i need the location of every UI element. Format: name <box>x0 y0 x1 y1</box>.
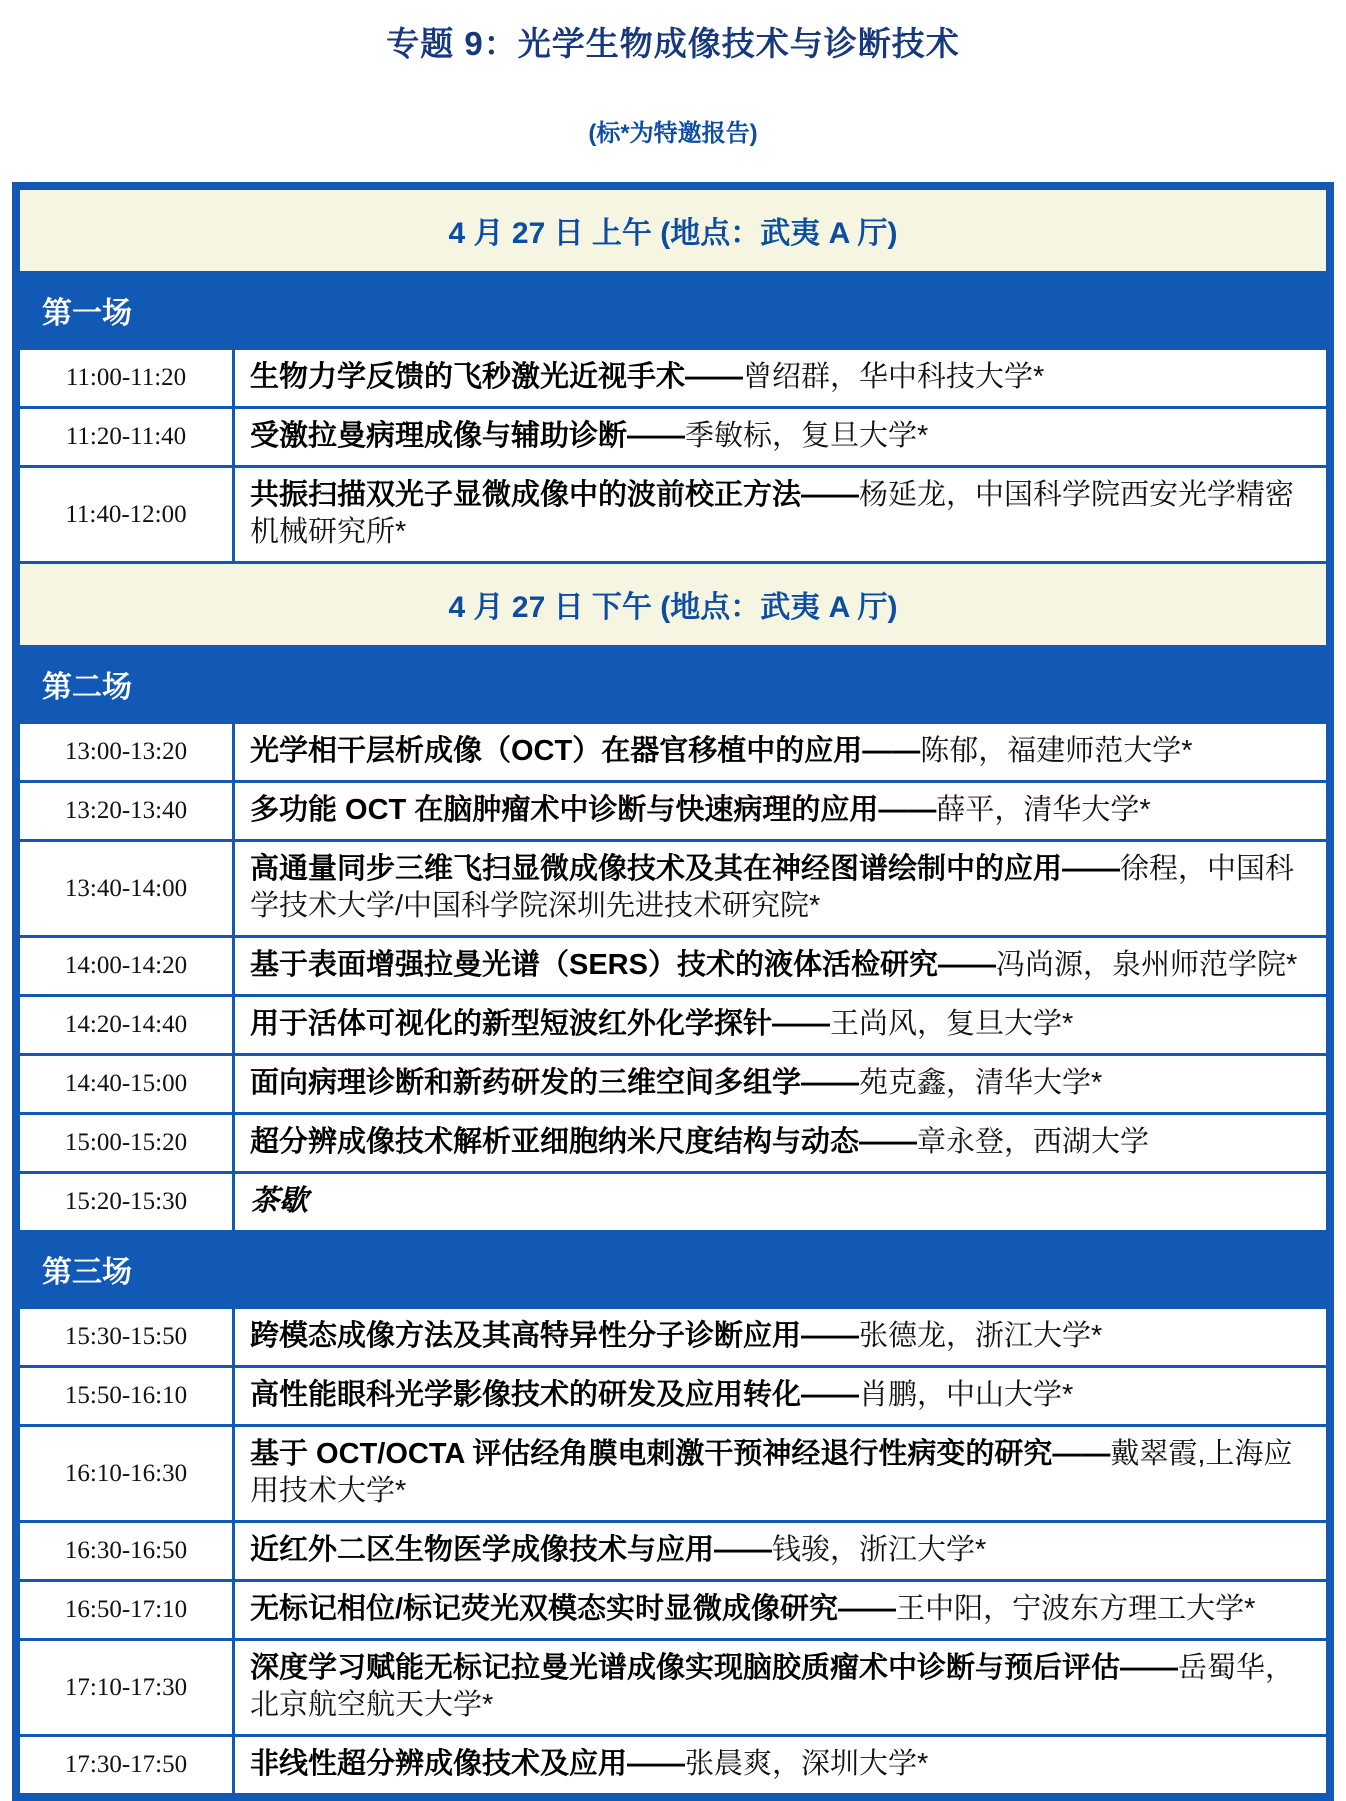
talk-title: 高性能眼科光学影像技术的研发及应用转化—— <box>250 1379 860 1411</box>
talk-row <box>20 994 1326 1053</box>
talk-title: 超分辨成像技术解析亚细胞纳米尺度结构与动态—— <box>250 1126 918 1158</box>
talk-speaker: 张德龙，浙江大学* <box>859 1320 1103 1352</box>
talk-time: 14:00-14:20 <box>20 938 235 994</box>
talk-title: 深度学习赋能无标记拉曼光谱成像实现脑胶质瘤术中诊断与预后评估—— <box>250 1652 1179 1684</box>
talk-speaker: 肖鹏，中山大学* <box>859 1379 1074 1411</box>
talk-title: 茶歇 <box>250 1185 309 1217</box>
talk-content <box>235 1368 1326 1424</box>
talk-row <box>20 1520 1326 1579</box>
talk-content <box>235 1582 1326 1638</box>
talk-row <box>20 780 1326 839</box>
talk-row <box>20 1365 1326 1424</box>
talk-title: 面向病理诊断和新药研发的三维空间多组学—— <box>250 1067 860 1099</box>
talk-content <box>235 350 1326 406</box>
talk-row <box>20 1112 1326 1171</box>
talk-time: 14:20-14:40 <box>20 997 235 1053</box>
talk-content <box>235 1523 1326 1579</box>
talk-title: 生物力学反馈的飞秒激光近视手术—— <box>250 361 744 393</box>
talk-speaker: 戴翠霞,上海应用技术大学* <box>250 1438 1293 1507</box>
page-subtitle: (标*为特邀报告) <box>588 120 758 147</box>
talk-content <box>235 1115 1326 1171</box>
talk-title: 用于活体可视化的新型短波红外化学探针—— <box>250 1008 831 1040</box>
talk-title: 高通量同步三维飞扫显微成像技术及其在神经图谱绘制中的应用—— <box>250 853 1121 885</box>
break-row <box>20 1171 1326 1230</box>
talk-content <box>235 1427 1326 1520</box>
talk-speaker: 杨延龙，中国科学院西安光学精密机械研究所* <box>250 479 1295 548</box>
talk-speaker: 章永登，西湖大学 <box>917 1126 1150 1158</box>
talk-content <box>235 724 1326 780</box>
talk-speaker: 王尚风，复旦大学* <box>830 1008 1074 1040</box>
talk-speaker: 徐程，中国科学技术大学/中国科学院深圳先进技术研究院* <box>250 853 1295 922</box>
talk-title: 基于 OCT/OCTA 评估经角膜电刺激干预神经退行性病变的研究—— <box>250 1438 1111 1470</box>
session-band: 第二场 <box>20 645 1326 721</box>
talk-content <box>235 468 1326 561</box>
talk-title: 共振扫描双光子显微成像中的波前校正方法—— <box>250 479 860 511</box>
talk-content <box>235 1309 1326 1365</box>
talk-content <box>235 938 1326 994</box>
talk-time: 15:50-16:10 <box>20 1368 235 1424</box>
talk-row <box>20 1638 1326 1734</box>
talk-row <box>20 1734 1326 1793</box>
talk-time: 14:40-15:00 <box>20 1056 235 1112</box>
talk-row <box>20 1579 1326 1638</box>
talk-speaker: 钱骏，浙江大学* <box>772 1534 987 1566</box>
talk-content <box>235 409 1326 465</box>
talk-content <box>235 1737 1326 1793</box>
program-table <box>12 182 1334 1801</box>
talk-content <box>235 1056 1326 1112</box>
talk-time: 11:00-11:20 <box>20 350 235 406</box>
talk-row <box>20 406 1326 465</box>
talk-row <box>20 347 1326 406</box>
talk-row <box>20 465 1326 561</box>
talk-time: 15:20-15:30 <box>20 1174 235 1230</box>
talk-time: 15:30-15:50 <box>20 1309 235 1365</box>
talk-title: 基于表面增强拉曼光谱（SERS）技术的液体活检研究—— <box>250 949 996 981</box>
date-band: 4 月 27 日 上午 (地点：武夷 A 厅) <box>20 190 1326 271</box>
talk-row <box>20 839 1326 935</box>
talk-speaker: 薛平，清华大学* <box>936 794 1151 826</box>
talk-time: 13:00-13:20 <box>20 724 235 780</box>
talk-time: 15:00-15:20 <box>20 1115 235 1171</box>
talk-time: 13:40-14:00 <box>20 842 235 935</box>
session-band: 第三场 <box>20 1230 1326 1306</box>
talk-row <box>20 1053 1326 1112</box>
talk-title: 受激拉曼病理成像与辅助诊断—— <box>250 420 686 452</box>
session-band: 第一场 <box>20 271 1326 347</box>
talk-content <box>235 783 1326 839</box>
talk-title: 近红外二区生物医学成像技术与应用—— <box>250 1534 773 1566</box>
date-band: 4 月 27 日 下午 (地点：武夷 A 厅) <box>20 561 1326 645</box>
talk-row <box>20 1424 1326 1520</box>
talk-time: 17:30-17:50 <box>20 1737 235 1793</box>
talk-speaker: 张晨爽，深圳大学* <box>685 1748 929 1780</box>
talk-title: 非线性超分辨成像技术及应用—— <box>250 1748 686 1780</box>
talk-speaker: 王中阳，宁波东方理工大学* <box>896 1593 1256 1625</box>
talk-row <box>20 1306 1326 1365</box>
talk-time: 13:20-13:40 <box>20 783 235 839</box>
talk-content <box>235 1641 1326 1734</box>
talk-speaker: 岳蜀华，北京航空航天大学* <box>250 1652 1295 1721</box>
talk-speaker: 苑克鑫，清华大学* <box>859 1067 1103 1099</box>
talk-time: 16:10-16:30 <box>20 1427 235 1520</box>
talk-content <box>235 997 1326 1053</box>
talk-speaker: 曾绍群，华中科技大学* <box>743 361 1045 393</box>
talk-speaker: 陈郁，福建师范大学* <box>920 735 1193 767</box>
talk-title: 光学相干层析成像（OCT）在器官移植中的应用—— <box>250 735 921 767</box>
talk-row <box>20 935 1326 994</box>
talk-title: 无标记相位/标记荧光双模态实时显微成像研究—— <box>250 1593 897 1625</box>
talk-time: 17:10-17:30 <box>20 1641 235 1734</box>
talk-speaker: 季敏标，复旦大学* <box>685 420 929 452</box>
talk-time: 11:20-11:40 <box>20 409 235 465</box>
talk-title: 多功能 OCT 在脑肿瘤术中诊断与快速病理的应用—— <box>250 794 937 826</box>
talk-speaker: 冯尚源，泉州师范学院* <box>995 949 1298 981</box>
talk-time: 16:30-16:50 <box>20 1523 235 1579</box>
talk-content <box>235 1174 1326 1230</box>
talk-time: 11:40-12:00 <box>20 468 235 561</box>
talk-title: 跨模态成像方法及其高特异性分子诊断应用—— <box>250 1320 860 1352</box>
talk-time: 16:50-17:10 <box>20 1582 235 1638</box>
talk-row <box>20 721 1326 780</box>
page-title: 专题 9：光学生物成像技术与诊断技术 <box>386 25 960 62</box>
talk-content <box>235 842 1326 935</box>
